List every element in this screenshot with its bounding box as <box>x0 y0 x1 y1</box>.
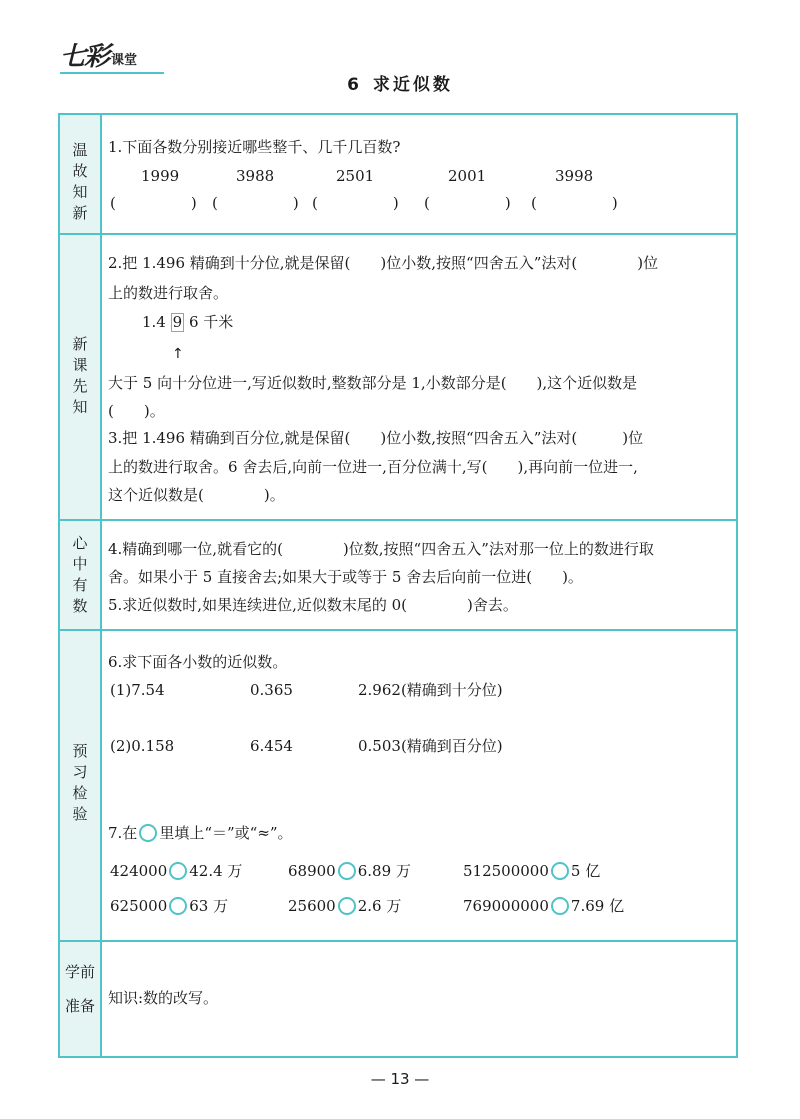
number-item: 1999 <box>141 167 180 185</box>
number-item: 3998 <box>555 167 594 185</box>
compare-item: 512500000 5 亿 <box>463 862 601 880</box>
answer-circle[interactable] <box>169 862 187 880</box>
question-3-line: 3.把 1.496 精确到百分位,就是保留( )位小数,按照“四舍五入”法对( )位 <box>108 429 644 447</box>
answer-blank[interactable]: ( ) <box>212 194 299 212</box>
divider <box>60 629 736 631</box>
question-4-line: 4.精确到哪一位,就看它的( )位数,按照“四舍五入”法对那一位上的数进行取 <box>108 540 654 558</box>
divider <box>60 519 736 521</box>
number-item: 2501 <box>336 167 375 185</box>
number-item: 2001 <box>448 167 487 185</box>
answer-blank[interactable]: ( ) <box>110 194 197 212</box>
divider <box>60 940 736 942</box>
question-1-prompt: 1.下面各数分别接近哪些整千、几千几百数? <box>108 138 401 156</box>
number-item: 3988 <box>236 167 275 185</box>
answer-circle[interactable] <box>338 897 356 915</box>
lesson-title: 求近似数 <box>372 75 453 95</box>
question-2-line: ( )。 <box>108 402 165 420</box>
exercise-item: (1)7.54 <box>110 681 165 699</box>
compare-item: 625000 63 万 <box>110 897 229 915</box>
up-arrow-icon: ↑ <box>172 346 184 362</box>
compare-item: 25600 2.6 万 <box>288 897 402 915</box>
rounding-demo: 1.4 9 6 千米 <box>142 313 234 331</box>
section-label-summary: 心 中 有 数 <box>72 534 88 615</box>
exercise-item: (2)0.158 <box>110 737 175 755</box>
compare-item: 424000 42.4 万 <box>110 862 243 880</box>
question-3-line: 这个近似数是( )。 <box>108 486 285 504</box>
compare-item: 769000000 7.69 亿 <box>463 897 625 915</box>
section-label-prep: 学前 准备 <box>64 963 95 1015</box>
compare-item: 68900 6.89 万 <box>288 862 411 880</box>
answer-blank[interactable]: ( ) <box>312 194 399 212</box>
exercise-item: 6.454 <box>250 737 293 755</box>
answer-circle[interactable] <box>551 862 569 880</box>
answer-circle[interactable] <box>139 824 157 842</box>
divider <box>60 233 736 235</box>
exercise-item: 2.962(精确到十分位) <box>358 681 503 699</box>
answer-circle[interactable] <box>551 897 569 915</box>
logo-text: 课堂 <box>111 53 138 68</box>
highlighted-digit: 9 <box>172 313 183 331</box>
question-5-line: 5.求近似数时,如果连续进位,近似数末尾的 0( )舍去。 <box>108 596 518 614</box>
question-3-line: 上的数进行取舍。6 舍去后,向前一位进一,百分位满十,写( ),再向前一位进一, <box>108 458 638 476</box>
question-6-prompt: 6.求下面各小数的近似数。 <box>108 653 288 671</box>
page-title <box>0 70 800 95</box>
lesson-number: 6 <box>347 75 359 95</box>
answer-blank[interactable]: ( ) <box>424 194 511 212</box>
answer-circle[interactable] <box>338 862 356 880</box>
question-2-line: 上的数进行取舍。 <box>108 284 229 302</box>
question-2-line: 2.把 1.496 精确到十分位,就是保留( )位小数,按照“四舍五入”法对( )位 <box>108 254 659 272</box>
question-7-prompt: 7.在 里填上“＝”或“≈”。 <box>108 824 293 842</box>
section-label-preview: 新 课 先 知 <box>72 335 88 416</box>
series-logo <box>60 44 137 70</box>
prep-text: 知识:数的改写。 <box>108 989 219 1007</box>
exercise-item: 0.365 <box>250 681 293 699</box>
section-label-review: 温 故 知 新 <box>72 141 88 222</box>
logo-mark: 七彩 <box>60 42 109 72</box>
answer-circle[interactable] <box>169 897 187 915</box>
question-2-line: 大于 5 向十分位进一,写近似数时,整数部分是 1,小数部分是( ),这个近似数是 <box>108 374 638 392</box>
exercise-item: 0.503(精确到百分位) <box>358 737 503 755</box>
question-4-line: 舍。如果小于 5 直接舍去;如果大于或等于 5 舍去后向前一位进( )。 <box>108 568 583 586</box>
section-label-check: 预 习 检 验 <box>72 742 88 823</box>
answer-blank[interactable]: ( ) <box>531 194 618 212</box>
page-number: — 13 — <box>370 1070 430 1088</box>
